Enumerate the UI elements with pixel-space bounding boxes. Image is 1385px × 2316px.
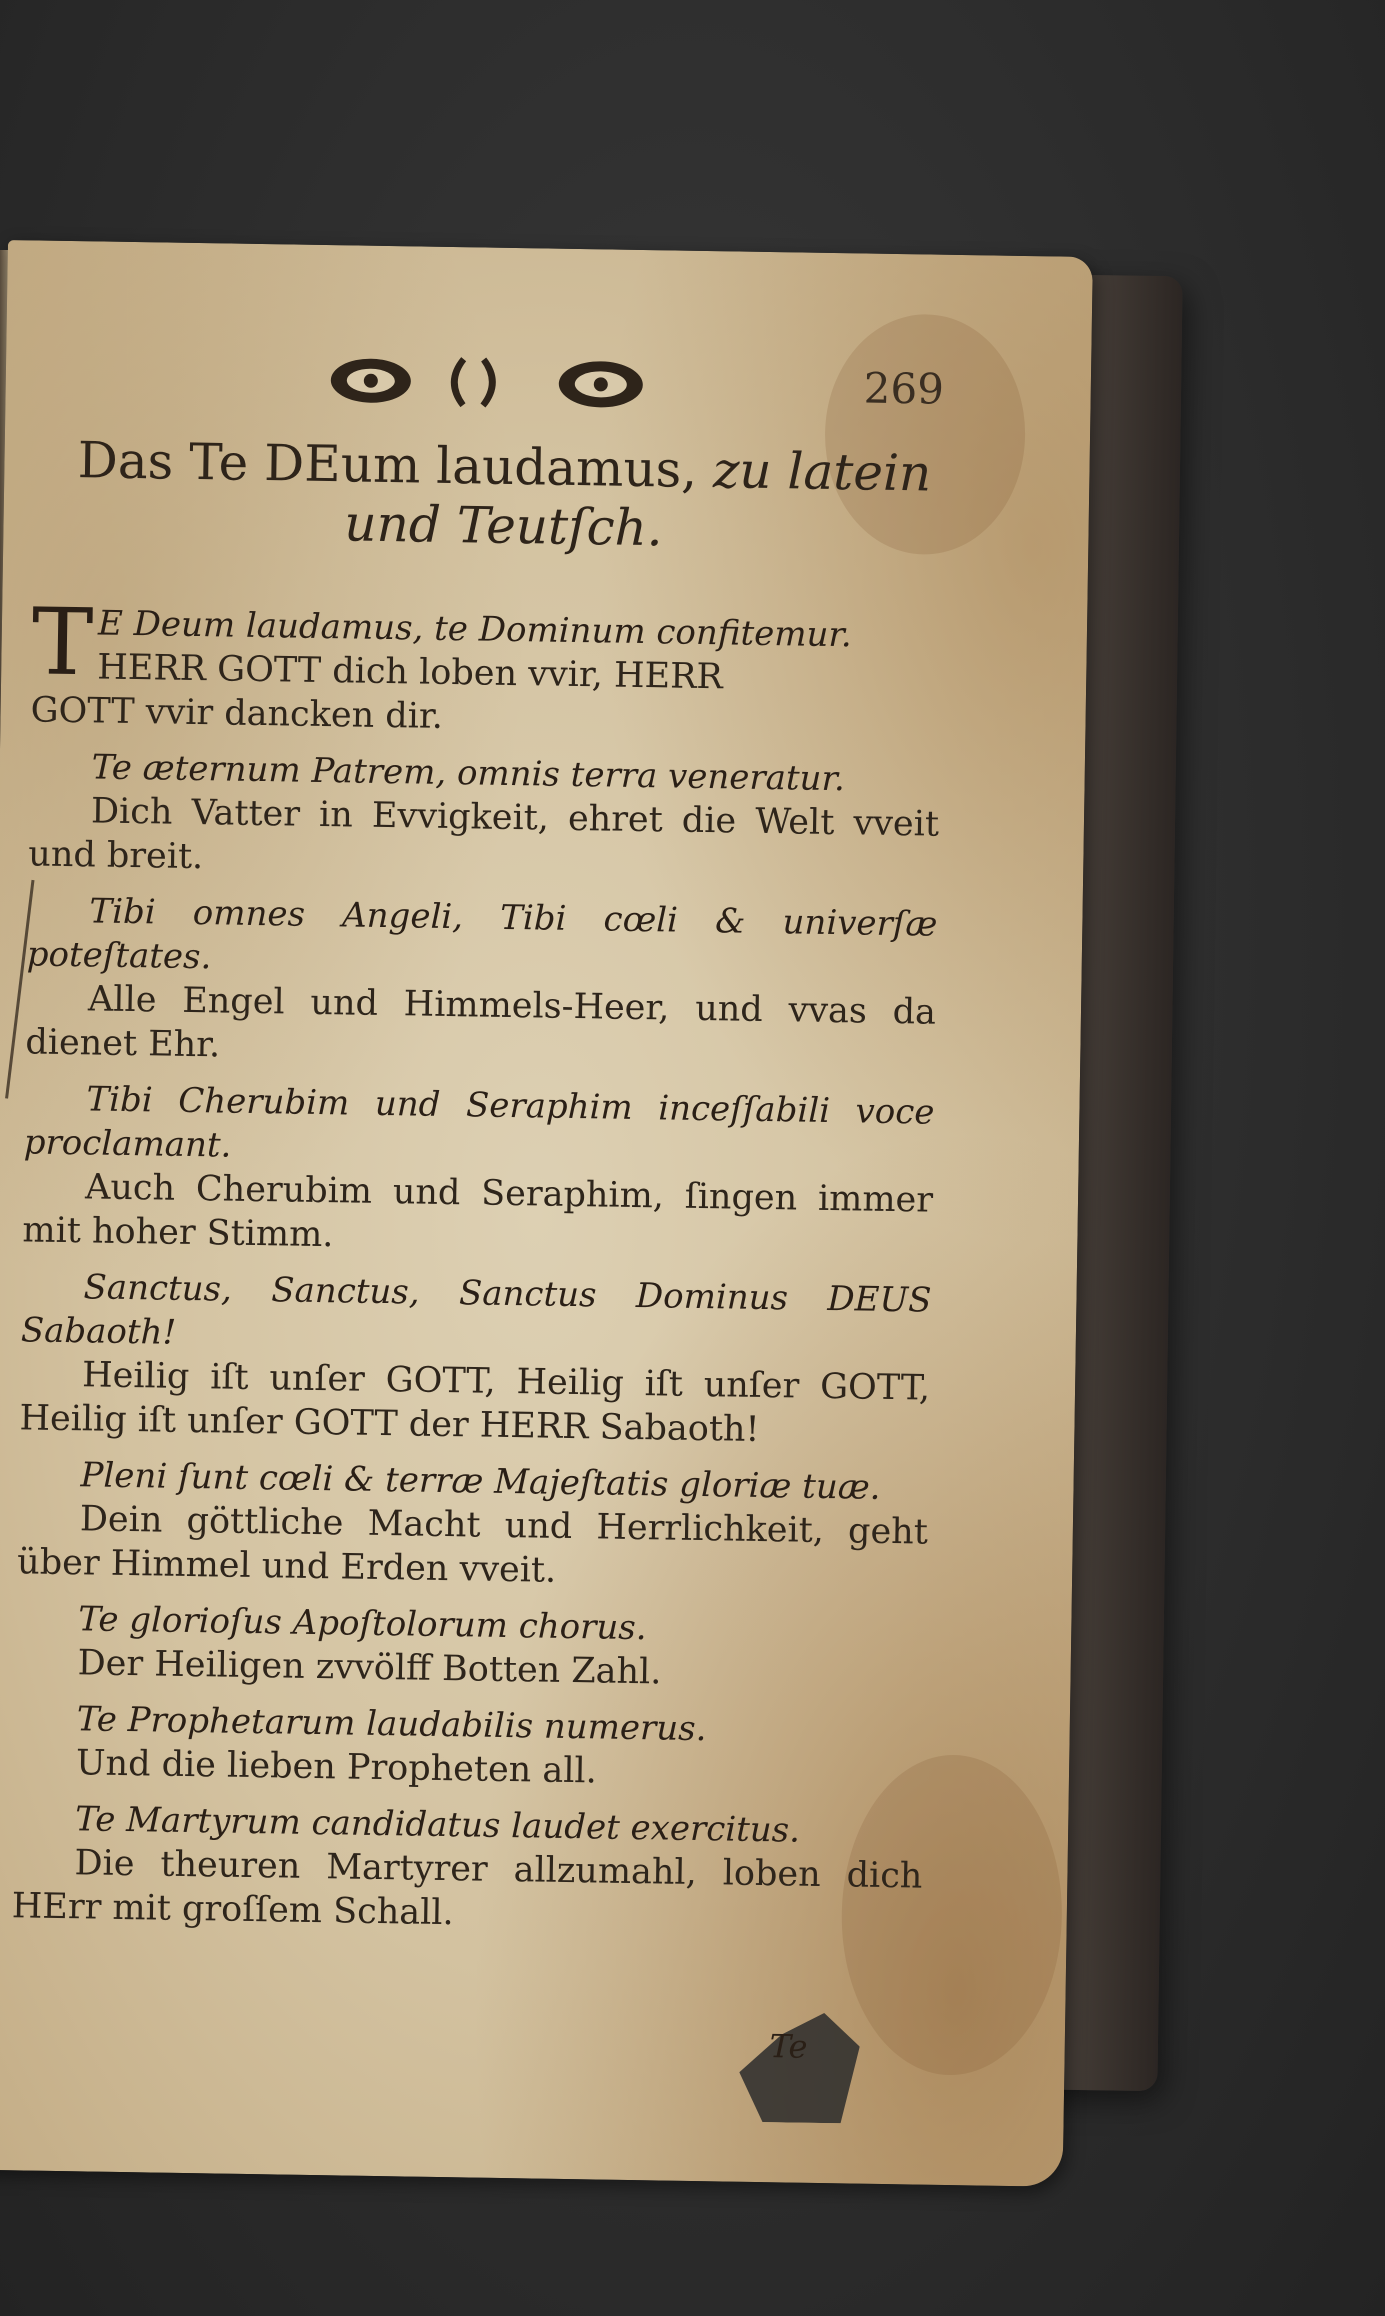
hymn-text — [11, 588, 942, 1954]
german-line: Heilig iſt unſer GOTT, Heilig iſt unſer GOTT, Heilig iſt unſer GOTT der HERR Sabaoth! — [19, 1355, 931, 1450]
german-line: Und die lieben Propheten all. — [75, 1743, 598, 1792]
latin-line: Sanctus, Sanctus, Sanctus Dominus DEUS Sabaoth! — [20, 1267, 932, 1353]
page-title — [53, 431, 955, 563]
verse — [19, 1264, 932, 1454]
ornament-icon — [325, 345, 666, 420]
latin-line: T E Deum laudamus, te Dominum confitemur. — [30, 588, 853, 697]
latin-line: Tibi omnes Angeli, Tibi cœli & univerſæ poteſtates. — [26, 891, 938, 978]
german-line: Die theuren Martyrer allzumahl, loben dich HErr mit groſſem Schall. — [11, 1843, 923, 1934]
verse — [25, 888, 938, 1078]
verse — [11, 1796, 923, 1942]
german-line: Dich Vatter in Evvigkeit, ehret die Welt vveit und breit. — [28, 791, 940, 878]
verse — [22, 1076, 935, 1266]
german-line: Auch Cherubim und Seraphim, ſingen immer mit hoher Stimm. — [22, 1167, 934, 1256]
verse — [17, 1452, 929, 1598]
latin-line: Pleni ſunt cœli & terræ Majeſtatis gloriæ tuæ. — [80, 1455, 881, 1508]
title-line-1: Das Te DEum laudamus, zu latein — [77, 431, 932, 503]
verse — [14, 1696, 925, 1798]
title-line-2: und Teutſch. — [343, 494, 664, 558]
latin-line: Te glorioſus Apoſtolorum chorus. — [78, 1599, 647, 1649]
catchword: Te — [769, 2027, 808, 2066]
german-line: Dein göttliche Macht und Herrlichkeit, geht über Himmel und Erden vveit. — [16, 1499, 929, 1591]
latin-line: Te Martyrum candidatus laudet exercitus. — [74, 1799, 801, 1851]
german-line: Alle Engel und Himmels-Heer, und vvas da dienet Ehr. — [25, 979, 937, 1066]
latin-line: Te æternum Patrem, omnis terra veneratur. — [91, 747, 846, 800]
latin-line: Tibi Cherubim und Seraphim inceſſabili voce proclamant. — [23, 1079, 935, 1166]
book-page — [0, 240, 1093, 2187]
dropcap: T — [30, 588, 94, 697]
page-number: 269 — [863, 363, 945, 414]
verse — [30, 588, 942, 746]
latin-line: Te Prophetarum laudabilis numerus. — [76, 1699, 707, 1750]
verse — [15, 1596, 926, 1698]
verse — [28, 744, 940, 890]
german-line: Der Heiligen zvvölff Botten Zahl. — [77, 1643, 662, 1693]
german-line: HERR GOTT dich loben vvir, HERR GOTT vvir dancken dir. — [30, 647, 724, 737]
